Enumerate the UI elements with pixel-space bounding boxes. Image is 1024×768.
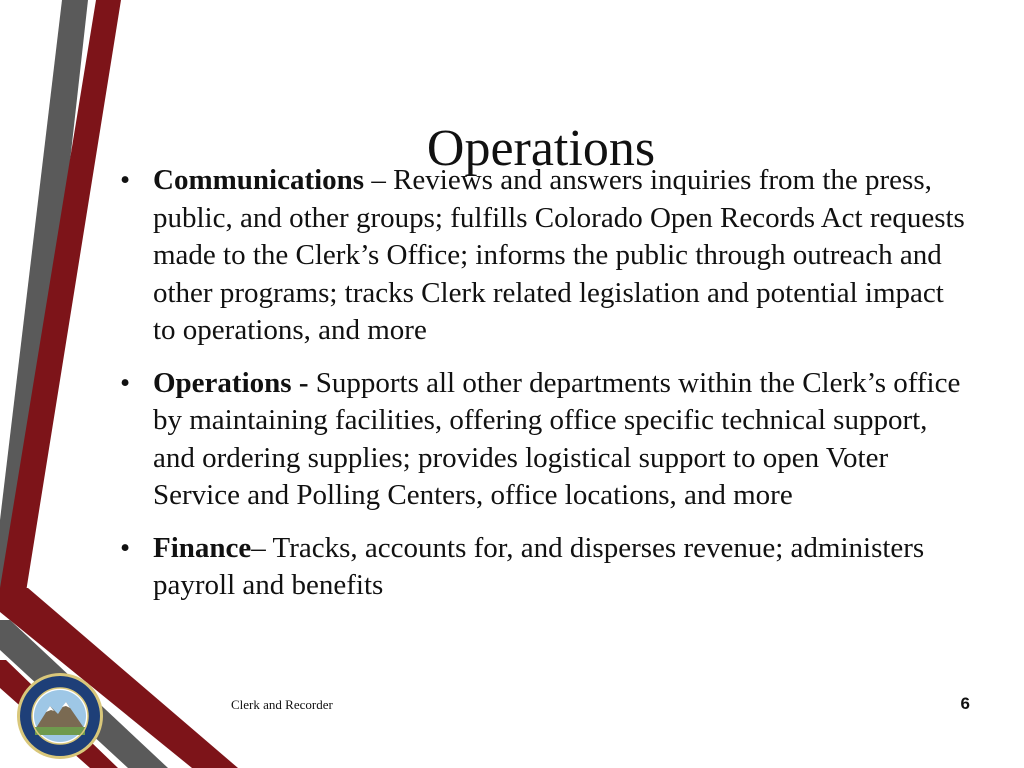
bullet-separator: – <box>364 164 394 196</box>
footer-label: Clerk and Recorder <box>231 697 333 712</box>
bullet-dot-icon: • <box>120 366 131 399</box>
bullet-separator: - <box>291 366 316 399</box>
bullet-item-operations <box>120 365 970 515</box>
bullet-item-finance <box>120 530 970 605</box>
bullet-heading: Communications <box>153 164 365 196</box>
bullet-text: Reviews and answers inquiries from the press, public, and other groups; fulfills Colorado Open Records Act requests made to the Clerk’s Office; informs the public through outreach and other programs; tracks Clerk related legislation and potential impact to operations, and more <box>153 164 965 346</box>
bullet-dot-icon: • <box>120 531 131 564</box>
bullet-list <box>120 162 970 620</box>
gray-stripe-upper <box>0 0 88 592</box>
bullet-heading: Finance <box>153 531 252 564</box>
bullet-text: Tracks, accounts for, and disperses revenue; administers payroll and benefits <box>153 531 925 601</box>
bullet-separator: – <box>251 531 273 564</box>
bullet-text: Supports all other departments within the Clerk’s office by maintaining facilities, offering office specific technical support, and ordering supplies; provides logistical support to open Voter Service and Polling Centers, office locations, and more <box>153 366 961 511</box>
county-seal-icon <box>16 672 104 760</box>
bullet-item-communications <box>120 162 970 350</box>
slide-title: Operations <box>426 119 656 177</box>
bullet-heading: Operations <box>153 366 292 399</box>
bullet-dot-icon: • <box>120 164 131 196</box>
page-number: 6 <box>960 694 970 713</box>
